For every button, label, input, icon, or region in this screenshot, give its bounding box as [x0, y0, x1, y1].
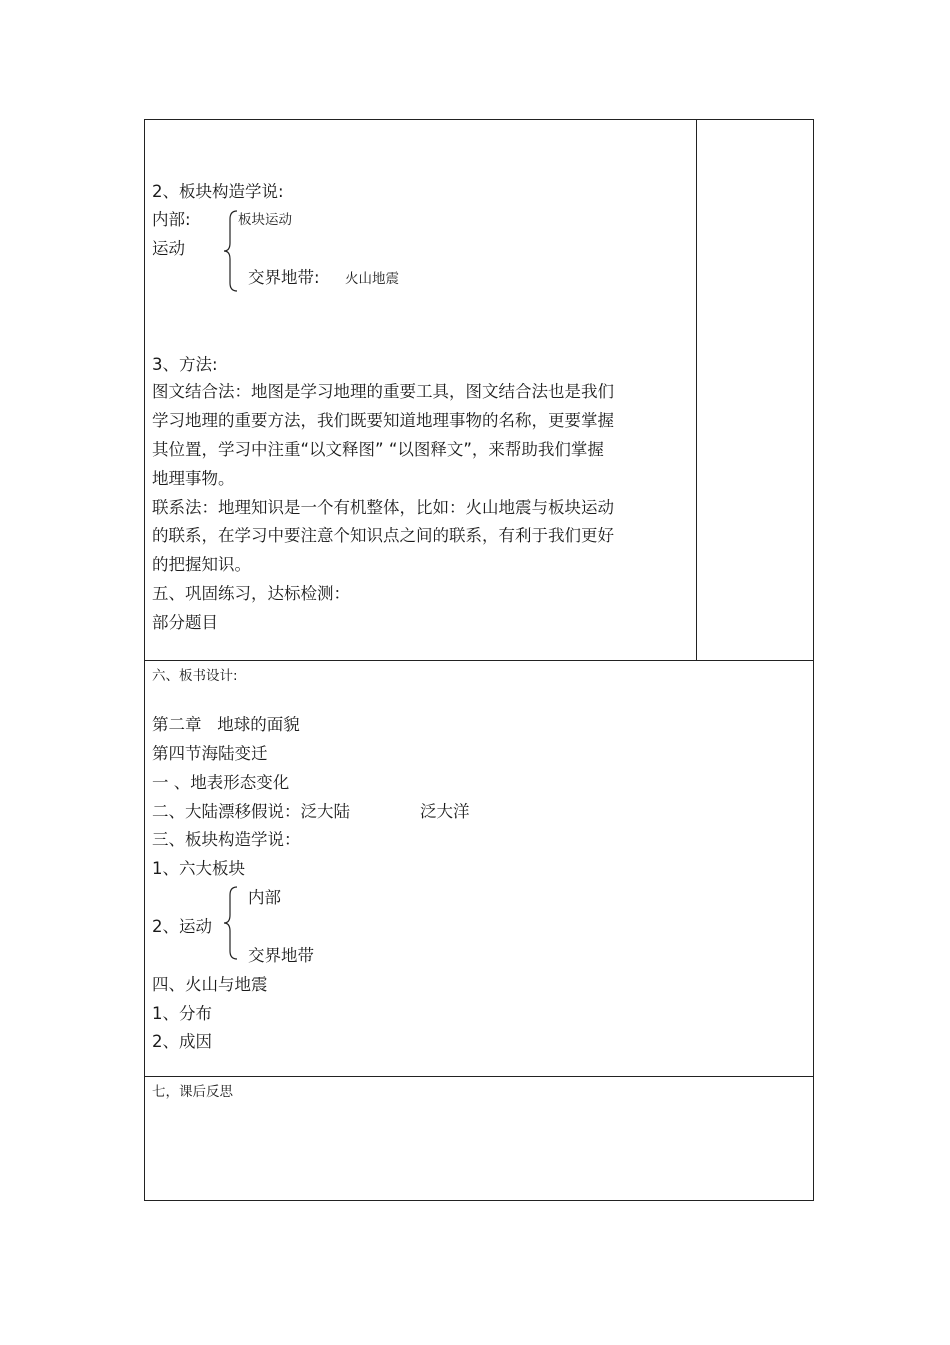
method-line-3: 其位置，学习中注重“以文释图” “以图释文”，来帮助我们掌握 — [152, 440, 604, 459]
row-divider-2 — [144, 1076, 813, 1077]
board-line-6: 四、火山与地震 — [152, 975, 268, 994]
boundary-label: 交界地带: — [248, 268, 320, 287]
board-inner: 内部 — [248, 888, 281, 907]
row-divider-1 — [144, 660, 813, 661]
board-title: 六、板书设计: — [152, 668, 238, 684]
practice-item: 部分题目 — [152, 613, 218, 632]
practice-title: 五、巩固练习，达标检测： — [152, 584, 350, 603]
method-line-6: 的联系，在学习中要注意个知识点之间的联系，有利于我们更好 — [152, 526, 614, 545]
board-line-1: 一 、地表形态变化 — [152, 773, 290, 792]
boundary-value: 火山地震 — [345, 271, 399, 287]
board-line-5: 2、运动 — [152, 917, 212, 936]
method-line-5: 联系法：地理知识是一个有机整体，比如：火山地震与板块运动 — [152, 498, 614, 517]
method-line-7: 的把握知识。 — [152, 555, 251, 574]
board-line-2b: 泛大洋 — [420, 802, 470, 821]
reflection-title: 七，课后反思 — [152, 1084, 233, 1100]
board-line-7: 1、分布 — [152, 1004, 212, 1023]
board-line-4: 1、六大板块 — [152, 859, 245, 878]
method-line-1: 图文结合法：地图是学习地理的重要工具，图文结合法也是我们 — [152, 382, 614, 401]
board-line-8: 2、成因 — [152, 1032, 212, 1051]
board-line-3: 三、板块构造学说： — [152, 830, 301, 849]
method-title: 3、方法: — [152, 355, 218, 374]
board-line-2a: 二、大陆漂移假说：泛大陆 — [152, 802, 350, 821]
method-line-4: 地理事物。 — [152, 469, 235, 488]
board-boundary: 交界地带 — [248, 946, 314, 965]
board-chapter: 第二章 地球的面貌 — [152, 715, 300, 734]
brace-2 — [222, 885, 240, 961]
column-divider — [696, 119, 697, 660]
internal-label: 内部: — [152, 210, 191, 229]
plate-theory-title: 2、板块构造学说: — [152, 182, 284, 201]
motion-label: 运动 — [152, 239, 185, 258]
plate-motion-text: 板块运动 — [238, 212, 292, 228]
board-section: 第四节海陆变迁 — [152, 744, 268, 763]
method-line-2: 学习地理的重要方法，我们既要知道地理事物的名称，更要掌握 — [152, 411, 614, 430]
